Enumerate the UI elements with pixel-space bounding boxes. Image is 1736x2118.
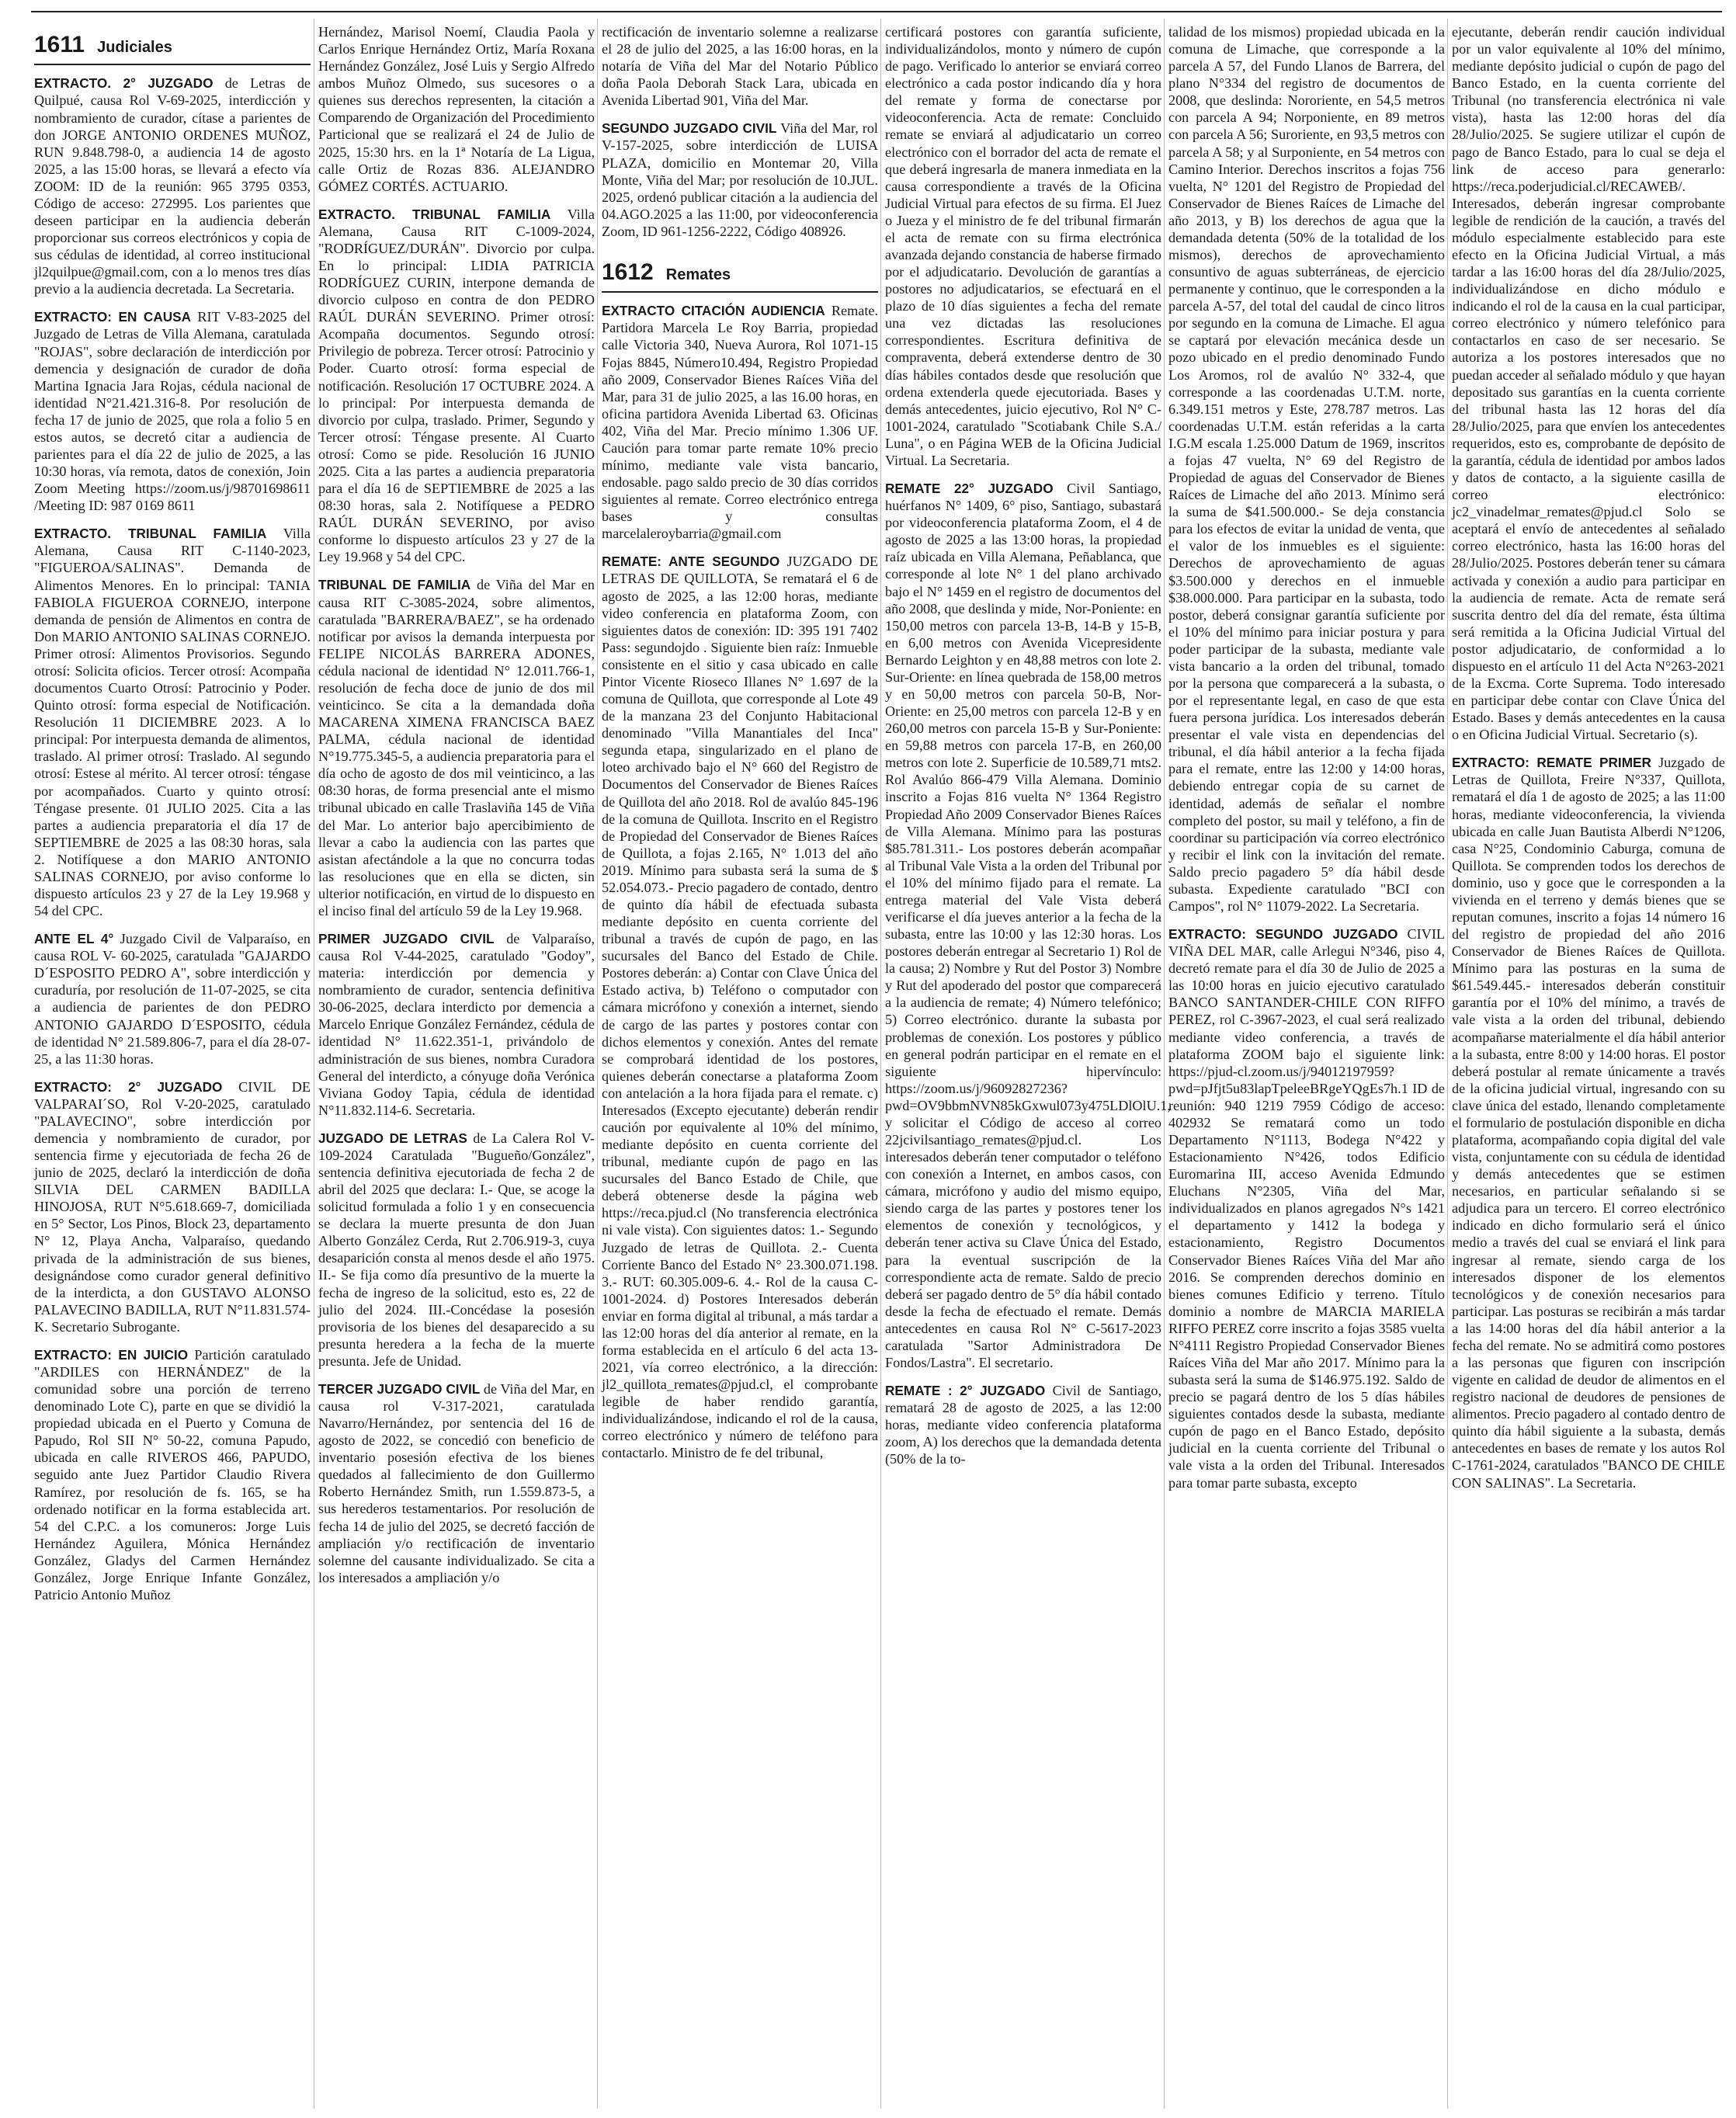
notice-body: de Valparaíso, causa Rol V-44-2025, caratulado "Godoy", materia: interdicción por demencia y nombramiento de curador, sentencia definitiva 30-06-2025, declara interdicto por demencia a Marcelo Enrique González Fernández, cédula de identidad N° 11.622.351-1, privándolo de administración de sus bienes, nombra Curadora General del interdicto, a cónyuge doña Verónica Viviana Godoy Tapia, cédula de identidad N°11.832.114-6. Secretaria.: [318, 930, 595, 1118]
column-2: [318, 23, 595, 1597]
legal-notice: [318, 1380, 595, 1586]
legal-notice: [885, 1382, 1161, 1467]
section-header-judiciales: [34, 23, 311, 65]
notice-body: Partición caratulado "ARDILES con HERNÁNDEZ" de la comunidad sobre una porción de terreno denominado Lote C), parte en que se dividió la propiedad ubicada en el Puerto y Comuna de Papudo, Rol SII N° 50-22, comuna Papudo, ubicada en calle RIVEROS 466, PAPUDO, seguido ante Juez Partidor Claudio Rivera Ramírez, por resolución de fs. 165, se ha ordenado notificar en la forma establecida art. 54 del C.P.C. a los comuneros: Jorge Luis Hernández Aguilera, Mónica Hernández González, Gladys del Carmen Hernández González, Jorge Enrique Infante González, Patricio Antonio Muñoz: [34, 1346, 311, 1603]
legal-notice: [1452, 754, 1725, 1491]
notice-heading: TRIBUNAL DE FAMILIA: [318, 577, 471, 593]
section-number: 1611: [34, 32, 85, 57]
section-title: Remates: [665, 266, 731, 283]
legal-notice: [1168, 23, 1445, 915]
legal-notice: [34, 308, 311, 514]
column-divider: [1447, 19, 1448, 2109]
legal-notice: [318, 1130, 595, 1370]
notice-heading: EXTRACTO: 2° JUZGADO: [34, 1078, 223, 1095]
notice-heading: ANTE EL 4°: [34, 931, 114, 947]
section-title: Judiciales: [97, 39, 172, 56]
section-number: 1612: [602, 259, 654, 285]
notice-heading: EXTRACTO: SEGUNDO JUZGADO: [1168, 926, 1398, 943]
top-rule: [31, 11, 1722, 12]
column-3: [602, 23, 878, 1473]
notice-body: Juzgado Civil de Valparaíso, en causa ROL V- 60-2025, caratulada "GAJARDO D´ESPOSITO PEDRO A", sobre interdicción y curaduría, por resolución de 11-07-2025, se cita a audiencia de parientes de don PEDRO ANTONIO GAJARDO D´ESPOSITO, cédula de identidad N° 21.589.806-7, para el día 28-07-25, a las 11:30 horas.: [34, 931, 311, 1067]
legal-notice: [602, 302, 878, 542]
notice-body: ejecutante, deberán rendir caución individual por un valor equivalente al 10% del mínimo, mediante depósito judicial o cupón de pago del Banco Estado, en la cuenta corriente del Tribunal (no transferencia electrónica ni vale vista), hasta las 12:00 horas del día 28/Julio/2025. Se sugiere utilizar el cupón de pago de Banco Estado, para lo cual se deja el link de acceso para generarlo: https://reca.poderjudicial.cl/RECAWEB/. Interesados, deberán ingresar comprobante legible de rendición de la caución, a través del módulo especialmente establecido para este efecto en la Oficina Judicial Virtual, a más tardar a las 16:00 horas del día 28/Julio/2025, individualizándose en dicho módulo e indicando el rol de la causa en la cual participar, correo electrónico y número telefónico para contactarlos en caso de ser necesario. Se autoriza a los postores interesados que no puedan acceder al señalado módulo y que hayan depositado sus garantías en la cuenta corriente del tribunal hasta las 12 horas del día 28/Julio/2025, para que envíen los antecedentes requeridos, esto es, comprobante de depósito de la garantía, cédula de identidad por ambos lados y datos de contacto, a la siguiente casilla de correo electrónico: jc2_vinadelmar_remates@pjud.cl Solo se aceptará el envío de antecedentes al señalado correo electrónico, hasta las 16:00 horas del 28/Julio/2025. Postores deberán tener su cámara activada y conexión a audio para participar en la audiencia de remate. Acta de remate será suscrita dentro del día del remate, ésta última será remitida a la Oficina Judicial Virtual del postor adjudicatario, de conformidad a lo dispuesto en el artículo 11 del Acta N°263-2021 de la Excma. Corte Suprema. Todo interesado en participar debe contar con Clave Única del Estado. Bases y demás antecedentes en la causa o en Oficina Judicial Virtual. Secretario (s).: [1452, 24, 1725, 743]
legal-notice: [318, 206, 595, 566]
legal-notice: [34, 930, 311, 1068]
column-divider: [880, 19, 881, 2109]
notice-body: Villa Alemana, Causa RIT C-1140-2023, "FIGUEROA/SALINAS". Demanda de Alimentos Menores. En lo principal: TANIA FABIOLA FIGUEROA CORNEJO, interpone demanda de pensión de Alimentos en contra de Don MARIO ANTONIO SALINAS CORNEJO. Primer otrosí: Alimentos Provisorios. Segundo otrosí: Solicita oficios. Tercer otrosí: Acompaña documentos Cuarto Otrosí: Patrocinio y Poder. Quinto otrosí: forma especial de Notificación. Resolución 11 DICIEMBRE 2023. A lo principal: Por interpuesta demanda de alimentos, traslado. Al primer otrosí: Traslado. Al segundo otrosí: Estese al mérito. Al tercer otrosí: téngase por acompañados. Cuarto y quinto otrosí: Téngase presente. 01 JULIO 2025. Cita a las partes a audiencia preparatoria el día 17 de SEPTIEMBRE de 2025 a las 08:30 horas, sala 2. Notifíquese a don MARIO ANTONIO SALINAS CORNEJO, por aviso conforme lo dispuesto artículos 23 y 27 de la Ley 19.968 y 54 del CPC.: [34, 526, 311, 919]
legal-notice: [602, 23, 878, 109]
notice-body: JUZGADO DE LETRAS DE QUILLOTA, Se rematará el 6 de agosto de 2025, a las 12:00 horas, mediante video conferencia en plataforma Zoom, con siguientes datos de conexión: ID: 395 191 7402 Pass: segundojdo . Siguiente bien raíz: Inmueble consistente en el sitio y casa ubicado en calle Pintor Vicente Rioseco Illanes N° 1.697 de la comuna de Quillota, que corresponde al Lote 49 de la manzana 23 del Conjunto Habitacional denominado "Villa Manantiales del Inca" segunda etapa, singularizado en el plano de loteo archivado bajo el N° 660 del Registro de Documentos del Conservador de Bienes Raíces de Quillota del año 2018. Rol de avalúo 845-196 de la comuna de Quillota. Inscrito en el Registro de Propiedad del Conservador de Bienes Raíces de Quillota, a fojas 2.165, N° 1.013 del año 2019. Mínimo para subasta será la suma de $ 52.054.073.- Precio pagadero de contado, dentro de quinto día hábil de efectuada subasta mediante depósito en cuenta corriente del tribunal a través de cupón de pago, en las sucursales del Banco del Estado de Chile. Postores deberán: a) Contar con Clave Única del Estado activa, b) Teléfono o computador con cámara micrófono y conexión a internet, siendo de cargo de las partes y postores contar con dichos elementos y conexión. Antes del remate se comprobará identidad de los postores, quienes deberán conectarse a plataforma Zoom con antelación a la hora fijada para el remate. c) Interesados (Excepto ejecutante) deberán rendir caución por equivalente al 10% del mínimo, mediante depósito en cuenta corriente del tribunal, mediante cupón de pago en las sucursales del Banco Estado de Chile, que deberá obtenerse desde la página web https://reca.pjud.cl (No transferencia electrónica ni vale vista). Con siguientes datos: 1.- Segundo Juzgado de letras de Quillota. 2.- Cuenta Corriente Banco del Estado N° 23.300.071.198. 3.- RUT: 60.305.009-6. 4.- Rol de la causa C-1001-2024. d) Postores Interesados deberán enviar en forma digital al tribunal, a más tardar a las 12:00 horas del día anterior al remate, en la forma establecida en el artículo 6 del acta 13-2021, vía correo electrónico, a la dirección: jl2_quillota_remates@pjud.cl, el comprobante legible de haber rendido garantía, individualizándose, indicando el rol de la causa, correo electrónico y número de teléfono para contactarlo. Ministro de fe del tribunal,: [602, 554, 879, 1461]
notice-heading: EXTRACTO. 2° JUZGADO: [34, 75, 214, 92]
legal-notice: [1168, 925, 1445, 1491]
notice-body: CIVIL VIÑA DEL MAR, calle Arlegui N°346, piso 4, decretó remate para el día 30 de Julio de 2025 a las 10:00 horas en juicio ejecutivo caratulado BANCO SANTANDER-CHILE CON RIFFO PEREZ, rol C-3967-2023, el cual será realizado mediante video conferencia, a través de plataforma ZOOM bajo el siguiente link: https://pjud-cl.zoom.us/j/94012197959?pwd=pJfjt5u83lapTpeleeBRgeYQgEs7h.1 ID de reunión: 940 1219 7959 Código de acceso: 402932 Se rematará como un todo Departamento N°1113, Bodega N°422 y Estacionamiento N°426, todos Edificio Euromarina III, acceso Avenida Edmundo Eluchans N°2305, Viña del Mar, individualizados en planos agregados N°s 1421 el departamento y 1412 la bodega y estacionamiento, Registro Documentos Conservador Bienes Raíces Viña del Mar año 2016. Se comprenden derechos dominio en bienes comunes Edificio y terreno. Título dominio a nombre de MARCIA MARIELA RIFFO PEREZ corre inscrito a fojas 3585 vuelta N°4111 Registro Propiedad Conservador Bienes Raíces Viña del Mar año 2017. Mínimo para la subasta será la suma de $146.975.192. Saldo de precio se pagará dentro de los 5 días hábiles siguientes contados desde la subasta, mediante cupón de pago en el Banco Estado, depósito judicial en la cuenta corriente del Tribunal o vale vista a la orden del Tribunal. Interesados para tomar parte subasta, excepto: [1168, 926, 1445, 1491]
notice-heading: SEGUNDO JUZGADO CIVIL: [602, 120, 777, 137]
notice-heading: EXTRACTO: EN JUICIO: [34, 1346, 189, 1363]
legal-notice: [34, 525, 311, 919]
notice-body: Villa Alemana, Causa RIT C-1009-2024, "RODRÍGUEZ/DURÁN". Divorcio por culpa. En lo principal: LIDIA PATRICIA RODRÍGUEZ CURIN, interpone demanda de divorcio culposo en contra de don PEDRO RAÚL DURÁN SEVERINO. Primer otrosí: Acompaña documentos. Segundo otrosí: Privilegio de pobreza. Tercer otrosí: Patrocinio y Poder. Cuarto otrosí: forma especial de notificación. Resolución 17 OCTUBRE 2024. A lo principal: Por interpuesta demanda de divorcio por culpa, traslado. Primer, Segundo y Tercer otrosí: Téngase presente. Al Cuarto otrosí: Como se pide. Resolución 16 JUNIO 2025. Cita a las partes a audiencia preparatoria para el día 16 de SEPTIEMBRE de 2025 a las 08:30 horas, sala 2. Notifíquese a PEDRO RAÚL DURÁN SEVERINO, por aviso conforme lo dispuesto artículos 23 y 27 de la Ley 19.968 y 54 del CPC.: [318, 206, 595, 565]
column-5: [1168, 23, 1445, 1502]
column-6: [1452, 23, 1725, 1502]
notice-body: rectificación de inventario solemne a realizarse el 28 de julio del 2025, a las 16:00 horas, en la notaría de Viña del Mar del Notario Público doña Paola Deborah Stack Lara, ubicada en Avenida Libertad 901, Viña del Mar.: [602, 24, 878, 109]
legal-notice: [34, 1346, 311, 1603]
column-divider: [1164, 19, 1165, 2109]
notice-body: de La Calera Rol V-109-2024 Caratulada "Bugueño/González", sentencia definitiva ejecutoriada de fecha 2 de abril del 2025 que declara: I.- Que, se acoge la solicitud formulada a folio 1 y en consecuencia se declara la muerte presunta de don Juan Alberto González Cerda, Rut 2.706.919-3, cuya desaparición consta al menos desde el año 1975. II.- Se fija como día presuntivo de la muerte la fecha de ingreso de la solicitud, esto es, 22 de julio del 2024. III.-Concédase la posesión provisoria de los bienes del desaparecido a su presunta heredera a la fecha de la muerte presunta. Jefe de Unidad.: [318, 1130, 595, 1369]
legal-notice: [318, 576, 595, 919]
legal-notice: [34, 75, 311, 297]
column-4: [885, 23, 1171, 1478]
notice-heading: REMATE : 2° JUZGADO: [885, 1383, 1046, 1399]
legal-notice: [34, 1078, 311, 1335]
notice-heading: EXTRACTO. TRIBUNAL FAMILIA: [318, 206, 551, 222]
notice-heading: JUZGADO DE LETRAS: [318, 1130, 467, 1146]
notice-body: de Viña del Mar, en causa rol V-317-2021, caratulada Navarro/Hernández, por sentencia del 16 de agosto de 2022, se concedió con beneficio de inventario posesión efectiva de los bienes quedados al fallecimiento de don Guillermo Roberto Hernández Smith, run 1.559.873-5, a sus herederos testamentarios. Por resolución de fecha 14 de julio del 2025, se decretó facción de ampliación y/o rectificación de inventario solemne del causante individualizado. Se cita a los interesados a ampliación y/o: [318, 1380, 595, 1585]
legal-notice: [885, 480, 1171, 1371]
notice-heading: EXTRACTO CITACIÓN AUDIENCIA: [602, 303, 825, 319]
notice-heading: EXTRACTO: EN CAUSA: [34, 309, 192, 325]
legal-notice: [602, 120, 878, 240]
notice-heading: REMATE: ANTE SEGUNDO: [602, 554, 780, 570]
notice-body: CIVIL DE VALPARAI´SO, Rol V-20-2025, caratulado "PALAVECINO", sobre interdicción por demencia y nombramiento de curador, por sentencia firme y ejecutoriada de fecha 26 de junio de 2025, declaró la interdicción de doña SILVIA DEL CARMEN BADILLA HINOJOSA, RUT N°5.618.669-7, domiciliada en 5° Sector, Los Pinos, Block 23, departamento N° 12, Playa Ancha, Valparaíso, quedando privada de la administración de sus bienes, designándose como curador general definitivo de la interdicta, a don GUSTAVO ALONSO PALAVECINO BADILLA, RUT N°11.831.574-K. Secretario Subrogante.: [34, 1078, 311, 1335]
notice-body: de Viña del Mar en causa RIT C-3085-2024, sobre alimentos, caratulada "BARRERA/BAEZ", se ha ordenado notificar por avisos la demanda interpuesta por FELIPE NICOLÁS BARRERA ADONES, cédula nacional de identidad N° 12.011.766-1, resolución de fecha doce de junio de dos mil veinticinco. Se cita a la demandada doña MACARENA XIMENA FRANCISCA BAEZ PALMA, cédula nacional de identidad N°19.775.345-5, a audiencia preparatoria para el día ocho de agosto de dos mil veinticinco, a las 08:30 horas, de forma presencial ante el mismo tribunal ubicado en calle Traslaviña 145 de Viña del Mar. Lo anterior bajo apercibimiento de llevar a cabo la audiencia con las partes que asistan afectándole a la que no concurra todas las resoluciones que en ella se dicten, sin ulterior notificación, en virtud de lo dispuesto en el inciso final del artículo 59 de la Ley 19.968.: [318, 577, 595, 918]
notice-body: Remate. Partidora Marcela Le Roy Barria, propiedad calle Victoria 340, Nueva Aurora, Rol 1071-15 Fojas 8845, Número10.494, Registro Propiedad año 2009, Conservador Bienes Raíces Viña del Mar, para 31 de julio 2025, a las 16.00 horas, en oficina partidora Avenida Libertad 63. Oficinas 402, Viña del Mar. Precio mínimo 1.306 UF. Caución para tomar parte remate 10% precio mínimo, mediante vale vista bancario, endosable. pago saldo precio de 30 días corridos siguientes al remate. Correo electrónico entrega bases y consultas marcelaleroybarria@gmail.com: [602, 303, 878, 542]
legal-notice: [318, 930, 595, 1119]
notice-body: talidad de los mismos) propiedad ubicada en la comuna de Limache, que corresponde a la parcela A 57, del Fundo Llanos de Barrera, del plano N°334 del registro de documentos de 2008, que deslinda: Nororiente, en 54,5 metros con parcela A 94; Norponiente, en 89 metros con parcela A 56; Suroriente, en 93,5 metros con parcela A 58; y al Surponiente, en 54 metros con Camino Interior. Derechos inscritos a fojas 756 vuelta, N° 1201 del Registro de Propiedad del Conservador de Bienes Raíces de Limache del año 2013, y B) los derechos de agua que la demandada detenta (50% de la totalidad de los mismos), derechos de aprovechamiento consuntivo de aguas subterráneas, de ejercicio permanente y continuo, que le corresponden a la parcela A-57, del total del caudal de cinco litros por segundo en la comuna de Limache. El agua se captará por elevación mecánica desde un pozo ubicado en el predio denominado Fundo Los Aromos, rol de avalúo N° 332-4, que corresponde a las coordenadas U.T.M. norte, 6.349.151 metros y Este, 278.787 metros. Las coordenadas U.T.M. están referidas a la carta I.G.M escala 1.25.000 Datum de 1969, inscritos a fojas 47 vuelta, N° 69 del Registro de Propiedad de aguas del Conservador de Bienes Raíces de Limache del año 2013. Mínimo será la suma de $41.500.000.- Se deja constancia para los efectos de evitar la unidad de venta, que el valor de los inmuebles es el siguiente: Derechos de aprovechamiento de aguas $3.500.000 y derechos en el inmueble $38.000.000. Para participar en la subasta, todo postor, deberá consignar garantía suficiente por el 10% del mínimo para iniciar postura y para poder participar de la subasta, mediante vale vista bancario a la orden del tribunal, tomado por la persona que comparecerá a la subasta, o por el representante legal, en caso de que esta fuera persona jurídica. Los interesados deberán presentar el vale vista en dependencias del tribunal, el día hábil anterior a la fecha fijada para el remate, entre las 12:00 y 14:00 horas, debiendo entregar copia de su carnet de identidad, además de señalar el nombre completo del postor, su mail y teléfono, a fin de coordinar su participación vía correo electrónico y recibir el link con la invitación del remate. Saldo precio pagadero 5° día hábil desde subasta. Expediente caratulado "BCI con Campos", rol N° 11079-2022. La Secretaria.: [1168, 24, 1445, 914]
legal-notice: [885, 23, 1161, 469]
notice-body: Civil Santiago, huérfanos N° 1409, 6° piso, Santiago, subastará por videoconferencia plataforma Zoom, el 4 de agosto de 2025 a las 13:00 horas, la propiedad raíz ubicada en Villa Alemana, Peñablanca, que corresponde al lote N° 1 del plano archivado bajo el N° 1459 en el registro de documentos del año 2008, que deslinda y mide, Nor-Poniente: en 150,00 metros con parcela 13-B, 14-B y 15-B, en 6,00 metros con Avenida Vicepresidente Bernardo Leighton y en 48,88 metros con lote 2. Sur-Oriente: en línea quebrada de 158,00 metros y en 50,00 metros con parcela 50-B, Nor-Oriente: en 25,00 metros con parcela 12-B y en 260,00 metros con parcela 15-B y Sur-Poniente: en 59,88 metros con parcela 17-B, en 260,00 metros con lote 2. Superficie de 10.589,71 mts2. Rol Avalúo 866-479 Villa Alemana. Dominio inscrito a Fojas 816 vuelta N° 1364 Registro Propiedad Año 2009 Conservador Bienes Raíces de Villa Alemana. Mínimo para las posturas $85.781.311.- Los postores deberán acompañar al Tribunal Vale Vista a la orden del Tribunal por el 10% del mínimo fijado para el remate. La entrega material del Vale Vista deberá verificarse el día jueves anterior a la fecha de la subasta, entre las 10:00 y las 12:30 horas. Los postores deberán entregar al Secretario 1) Rol de la causa; 2) Nombre y Rut del Postor 3) Nombre y Rut del apoderado del postor que comparecerá a la audiencia de remate; 4) Número telefónico; 5) Correo electrónico. durante la subasta por problemas de conexión. Los postores y público en general podrán participar en el remate en el siguiente hipervínculo: https://zoom.us/j/96092827236?pwd=OV9bbmNVN85kGxwul073y475LDlOlU.1, y solicitar el Código de acceso al correo 22jcivilsantiago_remates@pjud.cl. Los interesados deberán tener computador o teléfono con conexión a Internet, en ambos casos, con cámara, micrófono y audio del mismo equipo, siendo carga de las partes y postores tener los elementos de conexión y tecnológicos, y deberán tener activa su Clave Única del Estado, para la eventual suscripción de la correspondiente acta de remate. Saldo de precio deberá ser pagado dentro de 5° día hábil contado desde la fecha de efectuado el remate. Demás antecedentes en causa Rol N° C-5617-2023 caratulada "Sartor Administradora De Fondos/Lastra". El secretario.: [885, 481, 1171, 1371]
notice-body: Hernández, Marisol Noemí, Claudia Paola y Carlos Enrique Hernández Ortiz, María Roxana Hernández González, José Luis y Sergio Alfredo ambos Muñoz Olmedo, sus sucesores o a quienes sus derechos representen, la citación a Comparendo de Organización del Procedimiento Particional que se realizará el 24 de Julio de 2025, 15:30 hrs. en la 1ª Notaría de La Ligua, calle Ortiz de Rozas 836. ALEJANDRO GÓMEZ CORTÉS. ACTUARIO.: [318, 24, 595, 194]
section-header-remates: [602, 251, 878, 293]
legal-notice: [318, 23, 595, 195]
notice-body: de Letras de Quilpué, causa Rol V-69-2025, interdicción y nombramiento de curador, cítase a parientes de don JORGE ANTONIO ORDENES MUÑOZ, RUN 9.848.798-0, a audiencia 14 de agosto 2025, a las 15:00 horas, se llevará a efecto vía ZOOM: ID de la reunión: 965 3795 0353, Código de acceso: 272995. Los parientes que deseen participar en la audiencia deberán proporcionar sus correos electrónicos y copia de sus cédulas de identidad, al correo institucional jl2quilpue@gmail.com, con a lo menos tres días previo a la audiencia decretada. La Secretaria.: [34, 75, 311, 297]
notice-heading: TERCER JUZGADO CIVIL: [318, 1380, 481, 1397]
notice-body: certificará postores con garantía suficiente, individualizándolos, monto y número de cupón de pago. Verificado lo anterior se enviará correo electrónico a cada postor indicando día y hora del remate y forma de conectarse por videoconferencia. Acta de remate: Concluido remate se enviará al adjudicatario un correo electrónico con el borrador del acta de remate el que deberá ingresarla de manera inmediata en la causa correspondiente a través de la Oficina Judicial Virtual para efectos de su firma. El Juez o Jueza y el ministro de fe del tribunal firmarán el acta de remate con su firma electrónica avanzada dejando constancia de haberse firmado por el adjudicatario. Devolución de garantías a postores no adjudicatarios, se efectuará en el plazo de 10 días siguientes a fecha del remate una vez dictadas las resoluciones correspondientes. Escritura definitiva de compraventa, deberá extenderse dentro de 30 días hábiles contados desde que resolución que ordena extenderla quede ejecutoriada. Bases y demás antecedentes, juicio ejecutivo, Rol N° C-1001-2024, caratulado "Scotiabank Chile S.A./ Luna", o en Página WEB de la Oficina Judicial Virtual. La Secretaria.: [885, 24, 1161, 468]
legal-notice: [1452, 23, 1725, 743]
notice-heading: EXTRACTO. TRIBUNAL FAMILIA: [34, 526, 267, 542]
legal-notice: [602, 553, 878, 1461]
notice-body: Viña del Mar, rol V-157-2025, sobre interdicción de LUISA PLAZA, domicilio en Montemar 20, Villa Monte, Viña del Mar; por resolución de 10.JUL. 2025, ordenó publicar citación a la audiencia del 04.AGO.2025 a las 11:00, por videoconferencia Zoom, ID 961-1256-2222, Código 408926.: [602, 120, 878, 239]
notice-body: RIT V-83-2025 del Juzgado de Letras de Villa Alemana, caratulada "ROJAS", sobre declaración de interdicción por demencia y designación de curador de doña Martina Ignacia Jara Rojas, cédula nacional de identidad N°21.421.316-8. Por resolución de fecha 17 de junio de 2025, que rola a folio 5 en estos autos, se decretó citar a audiencia de parientes para el día 22 de julio de 2025, a las 10:30 horas, vía remota, datos de conexión, Join Zoom Meeting https://zoom.us/j/98701698611 /Meeting ID: 987 0169 8611: [34, 309, 311, 514]
notice-body: Civil de Santiago, rematará 28 de agosto de 2025, a las 12:00 horas, mediante video conferencia plataforma zoom, A) los derechos que la demandada detenta (50% de la to-: [885, 1383, 1162, 1467]
notice-body: Juzgado de Letras de Quillota, Freire N°337, Quillota, rematará el día 1 de agosto de 2025; a las 11:00 horas, mediante videoconferencia, la vivienda ubicada en calle Juan Bautista Alberdi N°1206, casa N°25, Condominio Caburga, comuna de Quillota. Se comprenden todos los derechos de dominio, uso y goce que le corresponden a la vivienda en el terreno y demás bienes que se reputan comunes, inscrito a fojas 14 número 16 del registro de propiedad del año 2016 Conservador de Bienes Raíces de Quillota. Mínimo para las posturas en la suma de $61.549.445.- interesados deberán constituir garantía por el 10% del mínimo, a través de vale vista a la orden del tribunal, debiendo acompañarse materialmente el día hábil anterior a la subasta, entre 8:00 y 14:00 horas. El postor deberá postular al remate únicamente a través de la oficina judicial virtual, ingresando con su clave única del estado, llenando completamente el formulario de postulación disponible en dicha plataforma, acompañando copia digital del vale vista, conjuntamente con su cédula de identidad y demás antecedentes que se estimen necesarios, en particular señalando si se adjudica para un tercero. El correo electrónico indicado en dicho formulario será el único medio a través del cual se enviará el link para ingresar al remate, siendo carga de los interesados disponer de los elementos tecnológicos y de conexión necesarios para participar. Las posturas se recibirán a más tardar a las 14:00 horas del día hábil anterior a la fecha del remate. No se admitirá como postores a las personas que figuren con inscripción vigente en calidad de deudor de alimentos en el registro nacional de deudores de pensiones de alimentos. Precio pagadero al contado dentro de quinto día hábil siguiente a la subasta, demás antecedentes en bases de remate y los autos Rol C-1761-2024, caratulados "BANCO DE CHILE CON SALINAS". La Secretaria.: [1452, 755, 1725, 1491]
notice-heading: REMATE 22° JUZGADO: [885, 481, 1054, 497]
column-1: [34, 23, 311, 1614]
notice-heading: EXTRACTO: REMATE PRIMER: [1452, 755, 1651, 771]
notice-heading: PRIMER JUZGADO CIVIL: [318, 930, 495, 946]
column-divider: [597, 19, 598, 2109]
